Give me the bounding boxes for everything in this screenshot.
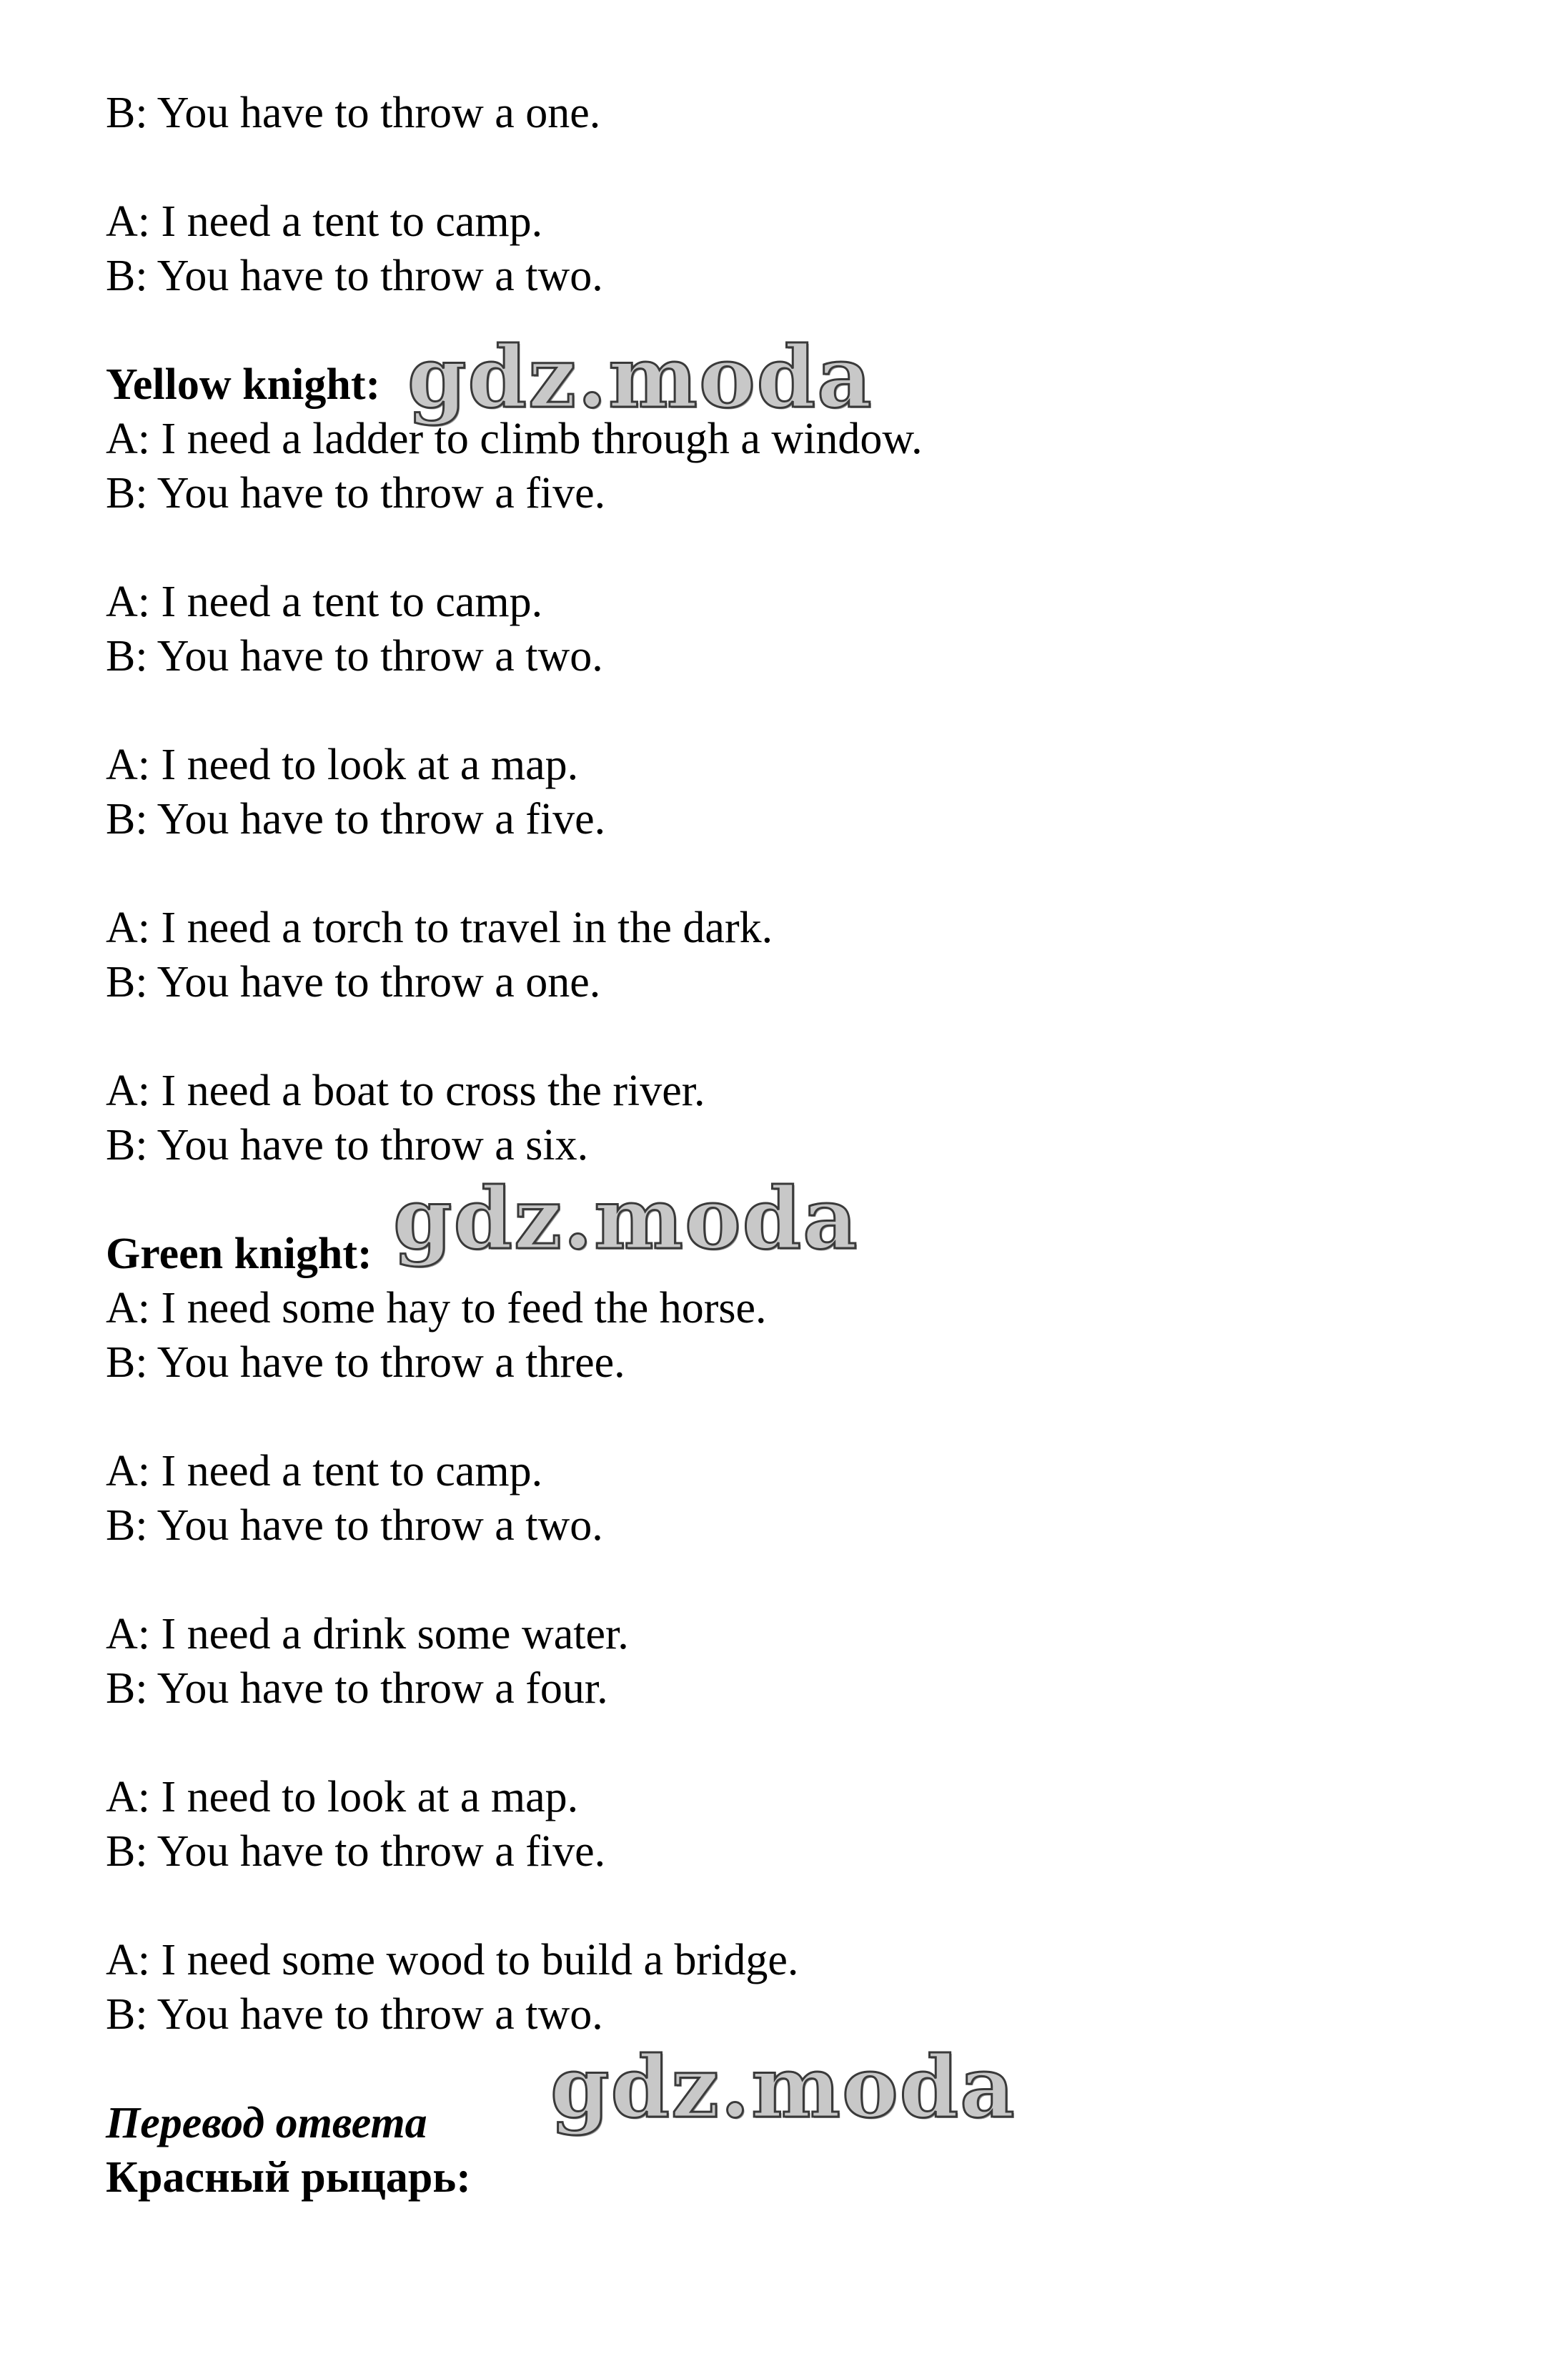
dialogue-line: B: You have to throw a two. xyxy=(106,1990,603,2039)
dialogue-line: A: I need a tent to camp. xyxy=(106,197,543,246)
dialogue-line: B: You have to throw a five. xyxy=(106,795,606,844)
blank-line xyxy=(106,303,1521,357)
dialogue-line: A: I need a tent to camp. xyxy=(106,1447,543,1495)
section-heading-red-knight: Красный рыцарь: xyxy=(106,2153,471,2202)
dialogue-line: A: I need some wood to build a bridge. xyxy=(106,1936,799,1984)
watermark-logo: gdz.moda xyxy=(407,327,873,427)
dialogue-line: B: You have to throw a two. xyxy=(106,632,603,681)
dialogue-line: A: I need a drink some water. xyxy=(106,1610,629,1658)
dialogue-line: B: You have to throw a five. xyxy=(106,469,606,518)
blank-line xyxy=(106,140,1521,194)
dialogue-line: A: I need to look at a map. xyxy=(106,741,579,789)
dialogue-line: A: I need a tent to camp. xyxy=(106,578,543,626)
dialogue-line: A: I need a ladder to climb through a window. xyxy=(106,415,923,463)
blank-line xyxy=(106,2042,1521,2096)
blank-line xyxy=(106,1390,1521,1444)
dialogue-line: B: You have to throw a four. xyxy=(106,1664,608,1713)
dialogue-line: B: You have to throw a six. xyxy=(106,1121,589,1169)
blank-line xyxy=(106,1553,1521,1607)
dialogue-line: B: You have to throw a three. xyxy=(106,1338,625,1387)
dialogue-line: A: I need a boat to cross the river. xyxy=(106,1067,705,1115)
blank-line xyxy=(106,846,1521,901)
dialogue-line: B: You have to throw a one. xyxy=(106,89,601,137)
dialogue-line: A: I need some hay to feed the horse. xyxy=(106,1284,767,1332)
blank-line xyxy=(106,520,1521,575)
dialogue-line: B: You have to throw a five. xyxy=(106,1827,606,1876)
blank-line xyxy=(106,1716,1521,1770)
blank-line xyxy=(106,683,1521,738)
section-heading-yellow-knight: Yellow knight: xyxy=(106,360,381,409)
blank-line xyxy=(106,1172,1521,1227)
section-heading-green-knight: Green knight: xyxy=(106,1230,372,1278)
blank-line xyxy=(106,1879,1521,1933)
watermark-logo: gdz.moda xyxy=(393,1169,859,1268)
dialogue-line: A: I need a torch to travel in the dark. xyxy=(106,904,773,952)
translation-heading: Перевод ответа xyxy=(106,2099,427,2147)
dialogue-line: B: You have to throw a two. xyxy=(106,252,603,300)
document-body xyxy=(106,86,1521,2205)
dialogue-line: A: I need to look at a map. xyxy=(106,1773,579,1821)
blank-line xyxy=(106,1009,1521,1064)
dialogue-line: B: You have to throw a one. xyxy=(106,958,601,1007)
watermark-logo: gdz.moda xyxy=(550,2037,1016,2137)
dialogue-line: B: You have to throw a two. xyxy=(106,1501,603,1550)
